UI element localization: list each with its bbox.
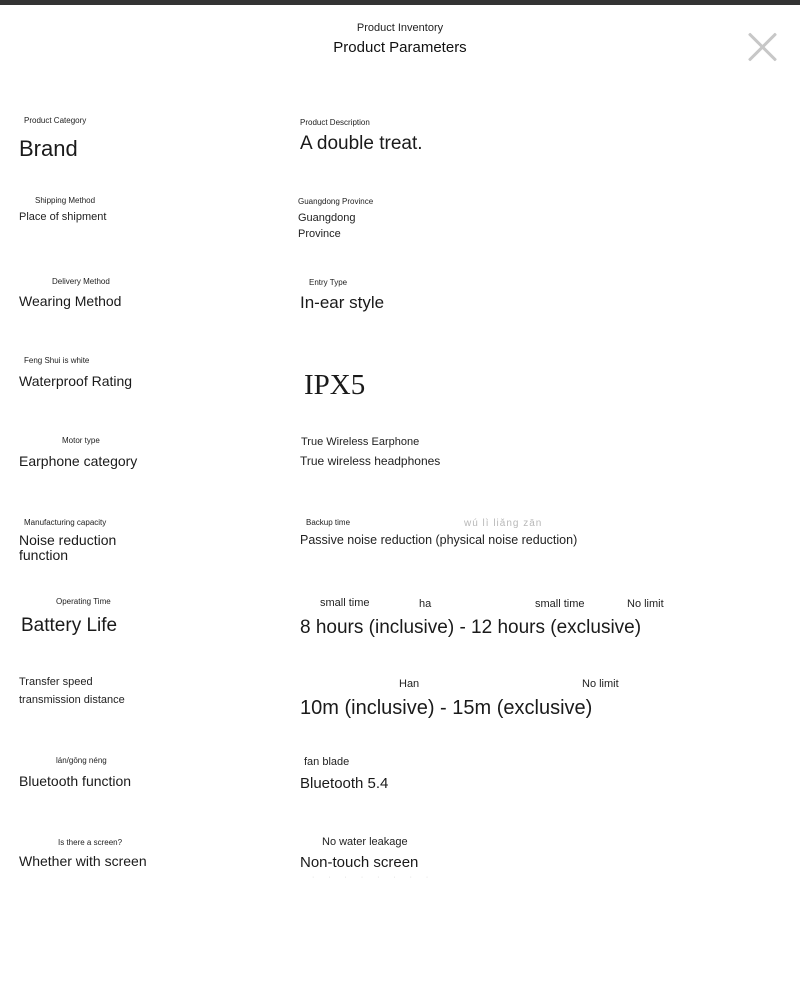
brand-label: Brand (19, 136, 78, 161)
page-title: Product Parameters (333, 39, 467, 56)
delivery-method-label: Delivery Method (52, 277, 110, 286)
battery-small-time-label-2: small time (535, 598, 585, 610)
battery-life-value: 8 hours (inclusive) - 12 hours (exclusive) (300, 617, 642, 638)
waterproof-value: IPX5 (304, 369, 366, 401)
product-description-label: Product Description (300, 118, 370, 127)
whether-with-screen-label: Whether with screen (19, 853, 147, 869)
is-there-a-screen-label: Is there a screen? (58, 838, 123, 847)
header-subtitle: Product Inventory (356, 22, 444, 34)
brand-value: A double treat. (300, 133, 423, 154)
close-icon[interactable] (746, 30, 780, 64)
top-border (0, 0, 800, 5)
place-of-shipment-label: Place of shipment (19, 211, 107, 223)
transmission-distance-value: 10m (inclusive) - 15m (exclusive) (300, 697, 593, 719)
manufacturing-capacity-label: Manufacturing capacity (24, 518, 107, 527)
battery-life-label: Battery Life (21, 615, 118, 636)
earphone-category-value: True wireless headphones (300, 454, 441, 468)
no-water-leakage-label: No water leakage (322, 836, 408, 848)
noise-reduction-label-line1: Noise reduction (19, 532, 117, 548)
faded-dots-text: · · · · · · · · (312, 874, 435, 881)
true-wireless-earphone-label: True Wireless Earphone (301, 436, 420, 448)
faded-pinyin-text: wú lì liǎng zān (464, 518, 543, 529)
transmission-distance-label: transmission distance (19, 694, 125, 706)
wearing-value: In-ear style (300, 293, 385, 312)
feng-shui-label: Feng Shui is white (24, 356, 90, 365)
distance-no-limit-label: No limit (582, 678, 619, 690)
fan-blade-label: fan blade (304, 756, 350, 768)
shipping-method-label: Shipping Method (35, 196, 96, 205)
bluetooth-function-label: Bluetooth function (19, 773, 132, 789)
earphone-category-label: Earphone category (19, 453, 138, 469)
entry-type-label: Entry Type (309, 278, 348, 287)
noise-reduction-label-line2: function (19, 547, 69, 563)
shipment-value-line1: Guangdong (298, 212, 356, 224)
operating-time-label: Operating Time (56, 597, 111, 606)
battery-no-limit-label: No limit (627, 598, 664, 610)
battery-small-time-label-1: small time (320, 597, 370, 609)
product-category-label: Product Category (24, 116, 87, 125)
distance-han-label: Han (399, 678, 420, 690)
battery-ha-label: ha (419, 598, 432, 610)
screen-value: Non-touch screen (300, 854, 419, 871)
backup-time-label: Backup time (306, 518, 351, 527)
bluetooth-value: Bluetooth 5.4 (300, 775, 389, 792)
noise-reduction-value: Passive noise reduction (physical noise reduction) (300, 533, 578, 547)
guangdong-province-label: Guangdong Province (298, 197, 374, 206)
wearing-method-label: Wearing Method (19, 293, 122, 309)
waterproof-rating-label: Waterproof Rating (19, 373, 133, 389)
transfer-speed-label: Transfer speed (19, 676, 93, 688)
shipment-value-line2: Province (298, 228, 341, 240)
bluetooth-pinyin-label: lán/gōng néng (56, 756, 107, 765)
motor-type-label: Motor type (62, 436, 100, 445)
